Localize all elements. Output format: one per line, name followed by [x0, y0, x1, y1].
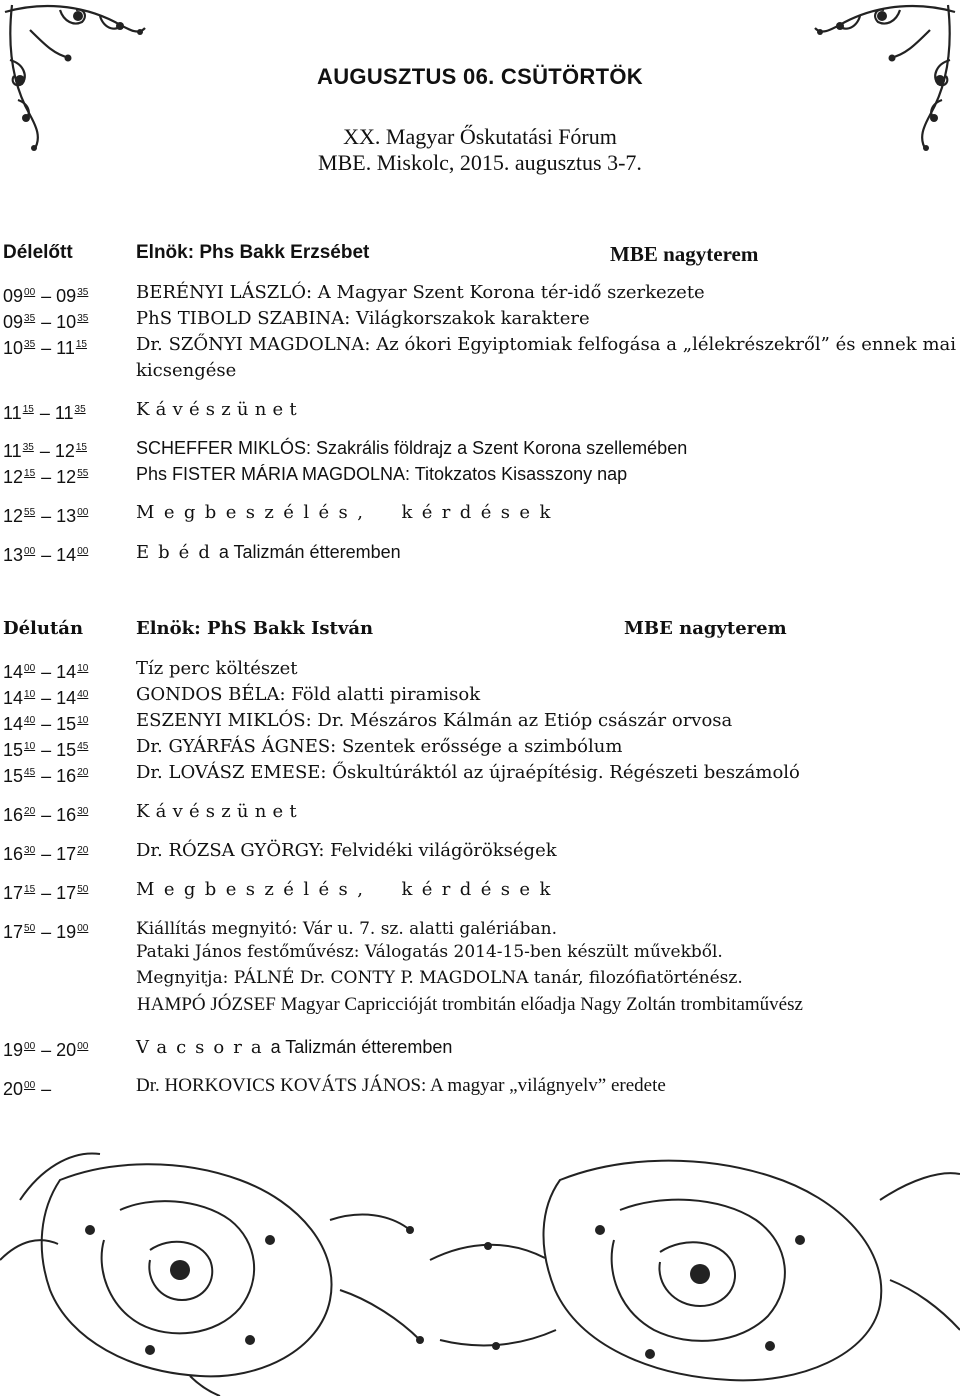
morning-room: MBE nagyterem [610, 242, 759, 266]
time-range: $12^{55} - 13^{00}$ [3, 506, 89, 526]
time-range: $09^{00} - 09^{35}$ [3, 286, 89, 306]
time-range: $09^{35} - 10^{35}$ [3, 312, 89, 332]
exhibition-opener: Megnyitja: PÁLNÉ Dr. CONTY P. MAGDOLNA tanár, filozófiatörténész. [136, 968, 743, 988]
time-range: $11^{15} - 11^{35}$ [3, 403, 86, 423]
discussion-label: Megbeszélés, kérdések [136, 879, 560, 900]
talk-title: Tíz perc költészet [136, 658, 298, 679]
time-range: $12^{15} - 12^{55}$ [3, 467, 89, 487]
morning-section-header [0, 242, 960, 270]
lunch-venue: a Talizmán étteremben [218, 542, 401, 562]
talk-title: Dr. LOVÁSZ EMESE: Őskultúráktól az újraépítésig. Régészeti beszámoló [136, 762, 800, 783]
talk-title: Phs FISTER MÁRIA MAGDOLNA: Titokzatos Kisasszony nap [136, 464, 628, 484]
afternoon-chair: Elnök: PhS Bakk István [136, 618, 374, 639]
break-label: Kávészünet [136, 399, 303, 420]
time-range: $17^{15} - 17^{50}$ [3, 883, 89, 903]
lunch-label: Ebéda Talizmán étteremben [136, 542, 401, 563]
afternoon-section-header [0, 618, 960, 646]
exhibition-music: HAMPÓ JÓZSEF Magyar Capriccióját trombitán előadja Nagy Zoltán trombitaművész [137, 994, 803, 1015]
talk-title: GONDOS BÉLA: Föld alatti piramisok [136, 684, 481, 705]
time-range: $16^{20} - 16^{30}$ [3, 805, 89, 825]
talk-title: Dr. HORKOVICS KOVÁTS JÁNOS: A magyar „világnyelv” eredete [136, 1075, 666, 1096]
talk-title: Dr. SZŐNYI MAGDOLNA: Az ókori Egyiptomiak felfogása a „lélekrészekről” és ennek mai kicsengése [136, 334, 956, 381]
talk-title: ESZENYI MIKLÓS: Dr. Mészáros Kálmán az Etióp császár orvosa [136, 710, 733, 731]
time-range: $13^{00} - 14^{00}$ [3, 545, 89, 565]
discussion-label: Megbeszélés, kérdések [136, 502, 560, 523]
exhibition-title: Kiállítás megnyitó: Vár u. 7. sz. alatti galériában. [136, 919, 557, 939]
afternoon-label: Délután [3, 618, 84, 639]
folk-flower-ornament-icon [0, 1140, 960, 1396]
time-range: $19^{00} - 20^{00}$ [3, 1040, 89, 1060]
break-label: Kávészünet [136, 801, 303, 822]
talk-title: Dr. RÓZSA GYÖRGY: Felvidéki világörökségek [136, 840, 557, 861]
time-range: $20^{00}$ – [3, 1079, 52, 1099]
talk-title: BERÉNYI LÁSZLÓ: A Magyar Szent Korona tér-idő szerkezete [136, 282, 705, 303]
event-name: XX. Magyar Őskutatási Fórum [343, 124, 617, 149]
morning-chair: Elnök: Phs Bakk Erzsébet [136, 242, 370, 263]
talk-title: PhS TIBOLD SZABINA: Világkorszakok karaktere [136, 308, 590, 329]
time-range: $14^{10} - 14^{40}$ [3, 688, 89, 708]
page-title: AUGUSZTUS 06. CSÜTÖRTÖK [317, 64, 643, 89]
dinner-venue: a Talizmán étteremben [270, 1037, 453, 1057]
time-range: $10^{35} - 11^{15}$ [3, 338, 87, 358]
exhibition-detail: Pataki János festőművész: Válogatás 2014-15-ben készült művekből. [136, 942, 723, 962]
talk-title: SCHEFFER MIKLÓS: Szakrális földrajz a Szent Korona szellemében [136, 438, 688, 458]
time-range: $14^{00} - 14^{10}$ [3, 662, 89, 682]
time-range: $15^{45} - 16^{20}$ [3, 766, 89, 786]
event-location-date: MBE. Miskolc, 2015. augusztus 3-7. [318, 150, 642, 175]
time-range: $16^{30} - 17^{20}$ [3, 844, 89, 864]
morning-label: Délelőtt [3, 242, 73, 263]
time-range: $14^{40} - 15^{10}$ [3, 714, 89, 734]
time-range: $17^{50} - 19^{00}$ [3, 922, 89, 942]
afternoon-room: MBE nagyterem [624, 618, 787, 639]
time-range: $11^{35} - 12^{15}$ [3, 441, 87, 461]
talk-title: Dr. GYÁRFÁS ÁGNES: Szentek erőssége a szimbólum [136, 736, 623, 757]
time-range: $15^{10} - 15^{45}$ [3, 740, 89, 760]
dinner-label: Vacsoraa Talizmán étteremben [136, 1037, 453, 1058]
